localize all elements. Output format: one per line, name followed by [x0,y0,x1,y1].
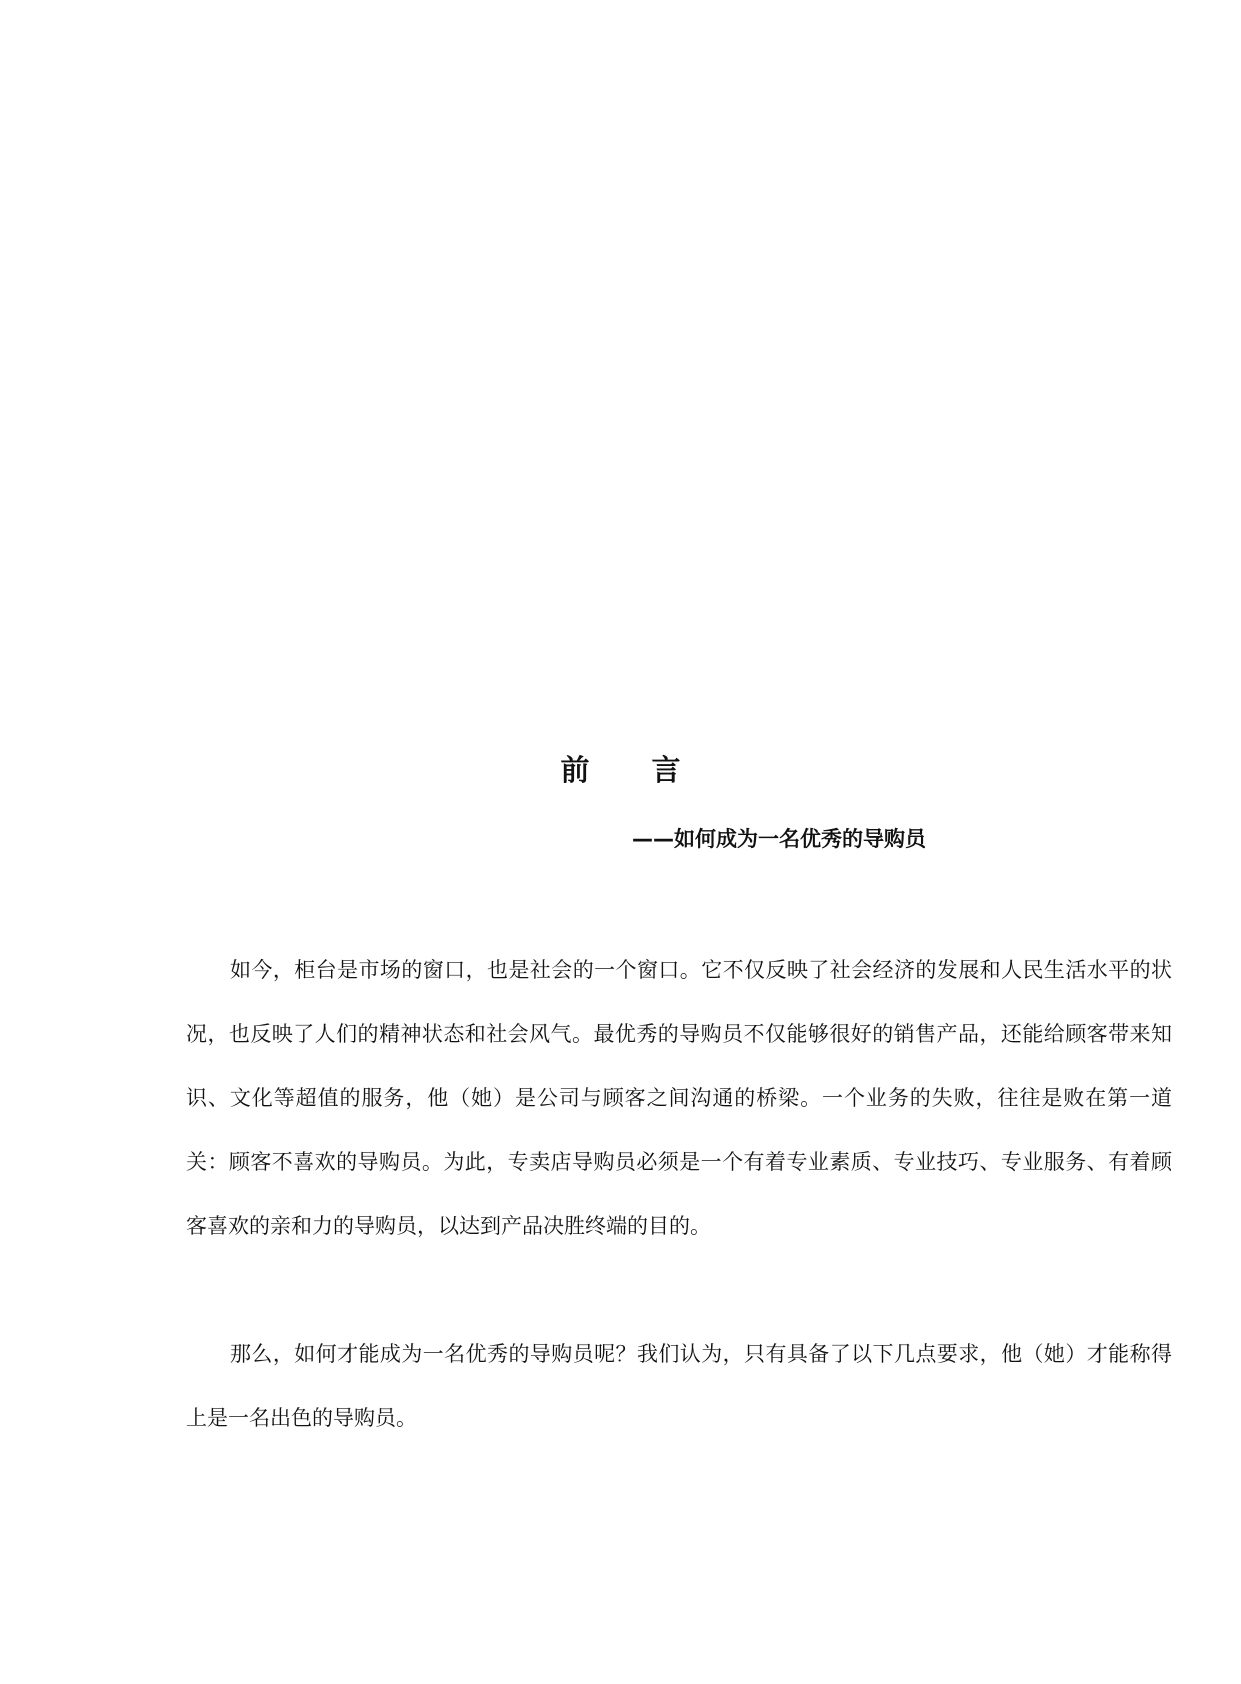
page-title [0,752,1241,788]
title-char-2: 言 [651,753,681,787]
body-paragraph-1: 如今，柜台是市场的窗口，也是社会的一个窗口。它不仅反映了社会经济的发展和人民生活水平的状况，也反映了人们的精神状态和社会风气。最优秀的导购员不仅能够很好的销售产品，还能给顾客带来知识、文化等超值的服务，他（她）是公司与顾客之间沟通的桥梁。一个业务的失败，往往是败在第一道关：顾客不喜欢的导购员。为此，专卖店导购员必须是一个有着专业素质、专业技巧、专业服务、有着顾客喜欢的亲和力的导购员，以达到产品决胜终端的目的。 [186,958,1172,1238]
body-paragraph-2: 那么，如何才能成为一名优秀的导购员呢？我们认为，只有具备了以下几点要求，他（她）才能称得上是一名出色的导购员。 [186,1342,1172,1430]
title-char-1: 前 [560,753,590,787]
page-subtitle: ——如何成为一名优秀的导购员 [632,827,926,851]
